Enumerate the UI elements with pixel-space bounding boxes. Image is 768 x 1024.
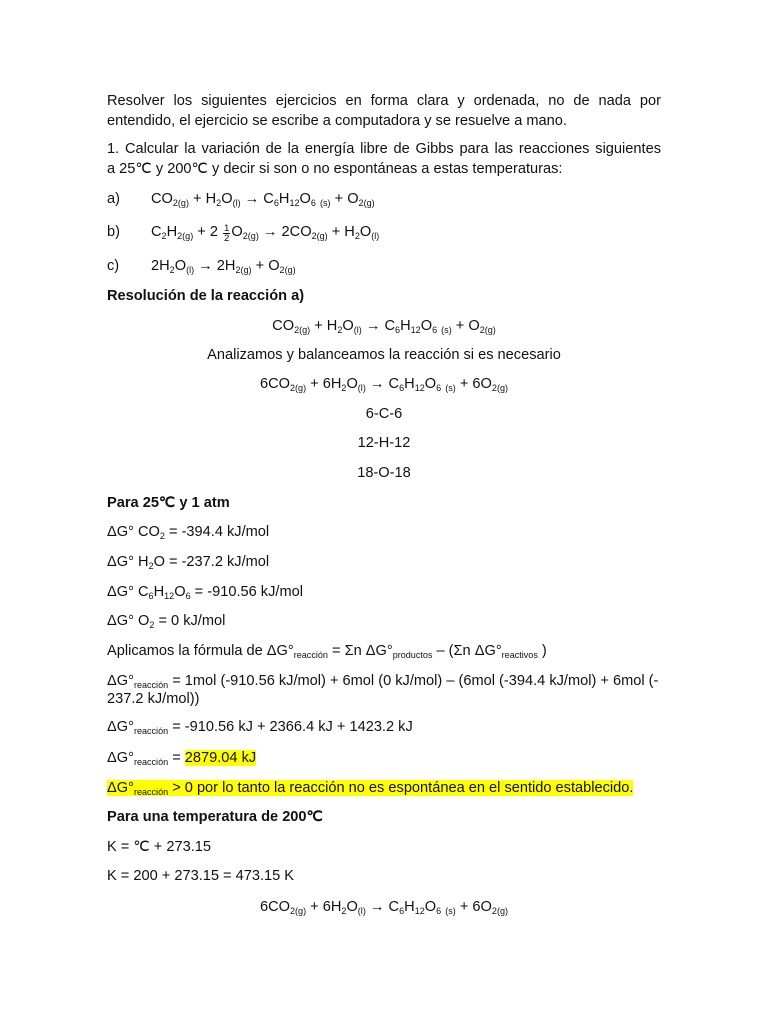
case-200-heading: Para una temperatura de 200℃ (107, 809, 323, 825)
calc-line-2: 237.2 kJ/mol)) (107, 691, 200, 707)
reaction-c-label: c) (107, 258, 120, 274)
problem-1-line-2: a 25℃ y 200℃ y decir si son o no espontáneas a estas temperaturas: (107, 161, 563, 177)
equation-balanced-200: $6CO_{2(g)} + 6H_2O_{(l)} \to C_6H_{12}O_6$ $_{(s)} + 6O_{2(g)}$ (259, 899, 508, 917)
balance-carbon: 6-C-6 (365, 406, 403, 422)
analysis-text: Analizamos y balanceamos la reacción si es necesario (207, 347, 561, 363)
calc-line-1: $\Delta G^\circ_{reacción} = 1mol$ (-910.56 kJ/mol) + 6mol (0 kJ/mol) – (6mol (-394.4 kJ/mol) + 6mol (- (107, 673, 659, 691)
conclusion: $\Delta G^\circ_{reacción} > 0$ por lo tanto la reacción no es espontánea en el sentido establecido. (107, 780, 634, 798)
dg-o2: ΔG° $O_2 = 0$ kJ/mol (107, 613, 226, 631)
intro-line-1: Resolver los siguientes ejercicios en forma clara y ordenada, no de nada por (107, 93, 661, 109)
reaction-a: a) $CO_{2(g)} + H_2O_{(l)} \to C_6H_{12}O_6$ $_{(s)} + O_{2(g)}$ (107, 191, 375, 209)
dg-co2: ΔG° $CO_2 = -394.4$ kJ/mol (107, 524, 270, 542)
kelvin-formula: K = ℃ + 273.15 (107, 839, 212, 855)
half-fraction: $\frac{1}{2}$ (224, 222, 230, 244)
reaction-a-label: a) (107, 191, 120, 207)
balance-oxygen: 18-O-18 (357, 465, 411, 481)
equation-balanced: $6CO_{2(g)} + 6H_2O_{(l)} \to C_6H_{12}O_6$ $_{(s)} + 6O_{2(g)}$ (259, 376, 508, 394)
dg-h2o: ΔG° $H_2O = -237.2$ kJ/mol (107, 554, 270, 572)
case-25-heading: Para 25℃ y 1 atm (107, 495, 230, 511)
dg-glucose: ΔG° $C_6H_{12}O_6 = -910.56$ kJ/mol (107, 584, 303, 602)
formula-line: Aplicamos la fórmula de $\Delta G^\circ_{reacción} = \Sigma n$ $\Delta G^\circ_{productos} - (\Sigma n$ $\Delta G^\circ_{reactivos}$ ) (107, 643, 547, 661)
intro-line-2: entendido, el ejercicio se escribe a computadora y se resuelve a mano. (107, 113, 567, 129)
result-value: 2879.04 kJ (184, 750, 257, 766)
result-line: $\Delta G^\circ_{reacción} = 2879.04$ kJ (107, 750, 257, 768)
reaction-b: b) $C_2H_{2(g)} + 2$ $\frac{1}{2}$ $O_{2(g)} \to 2CO_{2(g)} + H_2O_{(l)}$ (107, 222, 380, 244)
resolution-a-heading: Resolución de la reacción a) (107, 288, 305, 304)
reaction-b-label: b) (107, 224, 120, 240)
reaction-c: c) $2H_2O_{(l)} \to 2H_{2(g)} + O_{2(g)}$ (107, 258, 296, 276)
equation-unbalanced: $CO_{2(g)} + H_2O_{(l)} \to C_6H_{12}O_6$ $_{(s)} + O_{2(g)}$ (272, 318, 496, 336)
problem-1-line-1: 1. Calcular la variación de la energía libre de Gibbs para las reacciones siguientes (107, 141, 661, 157)
kelvin-value: K = 200 + 273.15 = 473.15 K (107, 868, 295, 884)
balance-hydrogen: 12-H-12 (357, 435, 411, 451)
calc-sum: $\Delta G^\circ_{reacción} = -910.56$ kJ + 2366.4 kJ + 1423.2 kJ (107, 719, 413, 737)
